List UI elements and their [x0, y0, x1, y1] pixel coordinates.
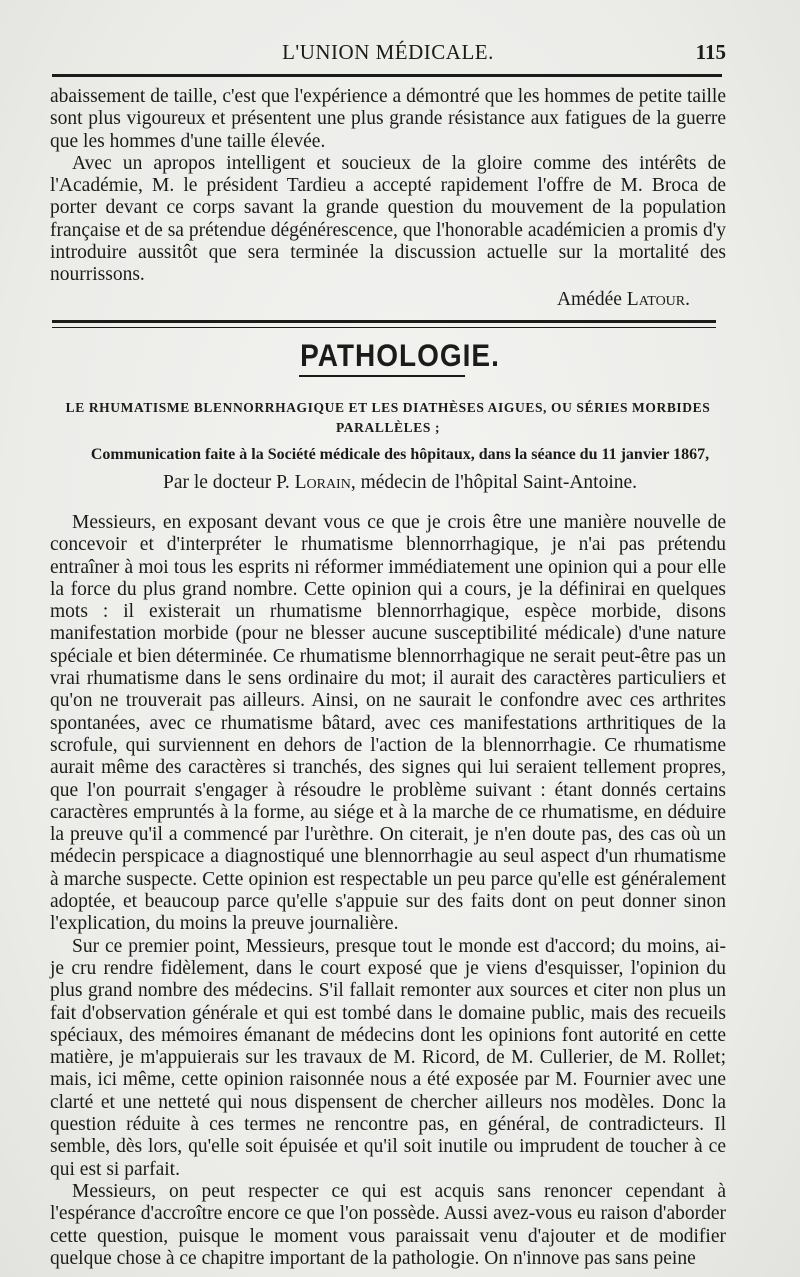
byline-prefix: Par le docteur P. — [162, 472, 290, 493]
byline-name: Lorain — [294, 472, 351, 493]
header-rule — [52, 74, 722, 77]
intro-paragraph-1: abaissement de taille, c'est que l'expérience a démontré que les hommes de petite taille sont plus vigoureux et présentent une plus grande résistance aux fatigues de la guerre que les hommes d'une taille élevée. — [50, 86, 726, 152]
communication-note: Communication faite à la Société médicale des hôpitaux, dans la séance du 11 janvier 1867, — [90, 446, 710, 463]
signature-first-name: Amédée — [556, 289, 622, 310]
byline — [0, 472, 800, 494]
article-paragraph-3: Messieurs, on peut respecter ce qui est acquis sans renoncer cependant à l'espérance d'accroître encore ce que l'on possède. Aussi avez-vous eu raison d'aborder cette question, puisque le moment vous paraissait venu d'ajouter et de modifier quelque chose à ce chapitre important de la pathologie. On n'innove pas sans peine — [50, 1180, 726, 1269]
article-paragraph-2: Sur ce premier point, Messieurs, presque tout le monde est d'accord; du moins, ai-je cru rendre fidèlement, dans le court exposé que je viens d'esquisser, l'opinion du plus grand nombre des médecins. S'il fallait remonter aux sources et citer non plus un fait d'observation générale et qui est tombé dans le domaine public, mais des recueils spéciaux, des mémoires émanant de médecins dont les opinions font autorité en cette matière, je m'appuierais sur les travaux de M. Ricord, de M. Cullerier, de M. Rollet; mais, ici même, cette opinion raisonnée nous a été exposée par M. Fournier avec une clarté et une netteté qui nous dispensent de chercher ailleurs nos modèles. Donc la question réduite à ces termes ne rencontre pas, en général, de contradicteurs. Il semble, dès lors, qu'elle soit épuisée et qu'il soit inutile ou imprudent de toucher à ce qui est si parfait. — [50, 935, 726, 1180]
section-divider — [52, 320, 716, 328]
page-header — [50, 40, 726, 70]
section-title-underline — [299, 375, 465, 377]
intro-paragraph-2: Avec un apropos intelligent et soucieux de la gloire comme des intérêts de l'Académie, M. le président Tardieu a accepté rapidement l'offre de M. Broca de porter devant ce corps savant la grande question du mouvement de la population française et de sa prétendue dégénérescence, que l'honorable académicien a promis d'y introduire aussitôt que sera terminée la discussion actuelle sur la mortalité des nourrissons. — [50, 152, 726, 286]
intro-text — [50, 86, 726, 287]
section-title: PATHOLOGIE. — [300, 338, 500, 373]
running-title: L'UNION MÉDICALE. — [282, 40, 494, 64]
signature-last-name: Latour. — [626, 289, 690, 310]
article-paragraph-1: Messieurs, en exposant devant vous ce que je crois être une manière nouvelle de concevoir et d'interpréter le rhumatisme blennorrhagique, je n'ai pas prétendu entraîner à moi tous les esprits ni réformer immédiatement une opinion qui a pour elle la force du plus grand nombre. Cette opinion qui a cours, je la définirai en quelques mots : il existerait un rhumatisme blennorrhagique, espèce morbide, disons manifestation morbide (pour ne blesser aucune susceptibilité médicale) d'une nature spéciale et bien déterminée. Ce rhumatisme blennorrhagique ne serait peut-être pas un vrai rhumatisme dans le sens ordinaire du mot; il aurait des caractères particuliers et qu'on ne trouverait pas ailleurs. Ainsi, on ne saurait le confondre avec ces arthrites spontanées, avec ce rhumatisme bâtard, avec ces manifestations arthritiques de la scrofule, qui surviennent en dehors de l'action de la blennorrhagie. Ce rhumatisme aurait même des caractères si tranchés, des signes qui lui seraient tellement propres, que l'on pourrait s'engager à résoudre le problème suivant : étant donnés certains caractères empruntés à la forme, au siége et à la marche de ce rhumatisme, en déduire la preuve qu'il a commencé par l'urèthre. On citerait, je n'en doute pas, des cas où un médecin perspicace a diagnostiqué une blennorrhagie au seul aspect d'un rhumatisme à marche suspecte. Cette opinion est respectable un peu parce qu'elle est généralement adoptée, et beaucoup parce qu'elle s'appuie sur des faits dont on peut donner sinon l'explication, du moins la preuve journalière. — [50, 512, 726, 935]
article-body — [50, 512, 726, 1270]
signature — [50, 289, 690, 311]
byline-suffix: , médecin de l'hôpital Saint-Antoine. — [350, 472, 638, 493]
article-title: LE RHUMATISME BLENNORRHAGIQUE ET LES DIATHÈSES AIGUES, OU SÉRIES MORBIDES PARALLÈLES ; — [65, 400, 711, 435]
page-number: 115 — [695, 40, 726, 64]
